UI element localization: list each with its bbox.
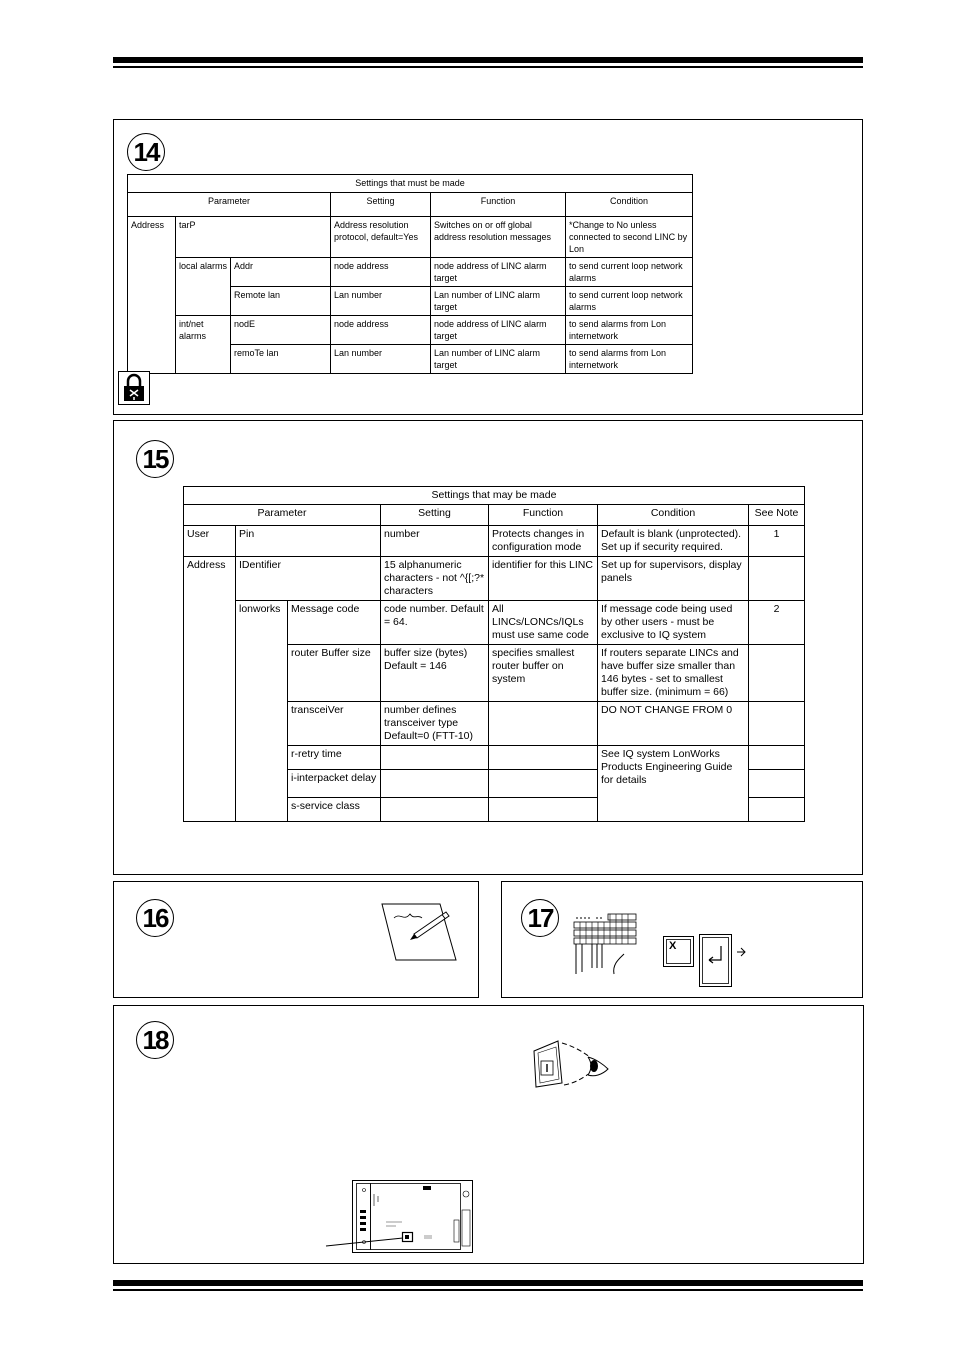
note-interpacket-delay [749, 770, 805, 798]
param-service-class: s-service class [288, 798, 381, 822]
circuit-board-icon [326, 1180, 474, 1254]
param-pin: Pin [236, 526, 381, 557]
step-number-16: 16 [136, 899, 174, 937]
step-number-18: 18 [136, 1021, 174, 1059]
pencil-paper-icon [380, 900, 460, 962]
param-tarp: tarP [176, 217, 331, 258]
function-tarp: Switches on or off global address resolution messages [431, 217, 566, 258]
function-remote-lan: Lan number of LINC alarm target [431, 287, 566, 316]
function-transceiver [489, 702, 598, 746]
param-message-code: Message code [288, 601, 381, 645]
param-node: nodE [231, 316, 331, 345]
top-rule-thick [113, 57, 863, 63]
header-setting: Setting [331, 193, 431, 217]
setting-pin: number [381, 526, 489, 557]
condition-router-buffer: If routers separate LINCs and have buffer size smaller than 146 bytes - set to smallest buffer size. (minimum = 66) [598, 645, 749, 702]
note-message-code: 2 [749, 601, 805, 645]
row-group-local-alarms: local alarms [176, 258, 231, 316]
step-number-14: 14 [127, 133, 165, 171]
setting-remote-lan: Lan number [331, 287, 431, 316]
setting-node: node address [331, 316, 431, 345]
table-settings-must [127, 174, 693, 374]
header-condition: Condition [598, 505, 749, 526]
condition-node: to send alarms from Lon internetwork [566, 316, 693, 345]
function-pin: Protects changes in configuration mode [489, 526, 598, 557]
terminal-block-icon [572, 914, 638, 976]
setting-identifier: 15 alphanumeric characters - not ^{[;?* characters [381, 557, 489, 601]
note-router-buffer [749, 645, 805, 702]
condition-message-code: If message code being used by other users - must be exclusive to IQ system [598, 601, 749, 645]
header-function: Function [431, 193, 566, 217]
condition-transceiver: DO NOT CHANGE FROM 0 [598, 702, 749, 746]
note-retry-time [749, 746, 805, 770]
setting-retry-time [381, 746, 489, 770]
key-x-label: X [669, 940, 677, 952]
condition-tarp: *Change to No unless connected to second LINC by Lon [566, 217, 693, 258]
header-condition: Condition [566, 193, 693, 217]
row-group-intnet-alarms: int/net alarms [176, 316, 231, 374]
table-caption: Settings that must be made [128, 175, 693, 193]
setting-addr: node address [331, 258, 431, 287]
setting-message-code: code number. Default = 64. [381, 601, 489, 645]
group-user: User [184, 526, 236, 557]
setting-service-class [381, 798, 489, 822]
bottom-rule-thick [113, 1280, 863, 1286]
setting-remote-lan-2: Lan number [331, 345, 431, 374]
lock-icon [118, 371, 150, 405]
note-pin: 1 [749, 526, 805, 557]
panel-18 [113, 1005, 864, 1264]
table-settings-may [183, 486, 805, 822]
param-transceiver: transceiVer [288, 702, 381, 746]
header-parameter: Parameter [128, 193, 331, 217]
bottom-rule-thin [113, 1289, 863, 1291]
row-group-address: Address [128, 217, 176, 374]
header-see-note: See Note [749, 505, 805, 526]
header-function: Function [489, 505, 598, 526]
note-transceiver [749, 702, 805, 746]
param-identifier: IDentifier [236, 557, 381, 601]
param-retry-time: r-retry time [288, 746, 381, 770]
note-service-class [749, 798, 805, 822]
function-interpacket-delay [489, 770, 598, 798]
condition-remote-lan: to send current loop network alarms [566, 287, 693, 316]
param-remote-lan: Remote lan [231, 287, 331, 316]
manual-eye-icon [532, 1035, 614, 1091]
group-lonworks: lonworks [236, 601, 288, 822]
top-rule-thin [113, 66, 863, 68]
setting-tarp: Address resolution protocol, default=Yes [331, 217, 431, 258]
header-parameter: Parameter [184, 505, 381, 526]
function-message-code: All LINCs/LONCs/IQLs must use same code [489, 601, 598, 645]
step-number-15: 15 [136, 440, 174, 478]
header-setting: Setting [381, 505, 489, 526]
condition-pin: Default is blank (unprotected). Set up if security required. [598, 526, 749, 557]
function-service-class [489, 798, 598, 822]
function-node: node address of LINC alarm target [431, 316, 566, 345]
condition-shared: See IQ system LonWorks Products Engineering Guide for details [598, 746, 749, 822]
function-router-buffer: specifies smallest router buffer on system [489, 645, 598, 702]
keyboard-keys-icon [663, 934, 753, 988]
setting-router-buffer: buffer size (bytes) Default = 146 [381, 645, 489, 702]
setting-transceiver: number defines transceiver type Default=0 (FTT-10) [381, 702, 489, 746]
group-address: Address [184, 557, 236, 822]
condition-remote-lan-2: to send alarms from Lon internetwork [566, 345, 693, 374]
param-interpacket-delay: i-interpacket delay [288, 770, 381, 798]
function-retry-time [489, 746, 598, 770]
setting-interpacket-delay [381, 770, 489, 798]
step-number-17: 17 [521, 899, 559, 937]
function-identifier: identifier for this LINC [489, 557, 598, 601]
table-caption: Settings that may be made [184, 487, 805, 505]
note-identifier [749, 557, 805, 601]
condition-addr: to send current loop network alarms [566, 258, 693, 287]
param-router-buffer: router Buffer size [288, 645, 381, 702]
condition-identifier: Set up for supervisors, display panels [598, 557, 749, 601]
function-remote-lan-2: Lan number of LINC alarm target [431, 345, 566, 374]
function-addr: node address of LINC alarm target [431, 258, 566, 287]
param-remote-lan-2: remoTe lan [231, 345, 331, 374]
param-addr: Addr [231, 258, 331, 287]
